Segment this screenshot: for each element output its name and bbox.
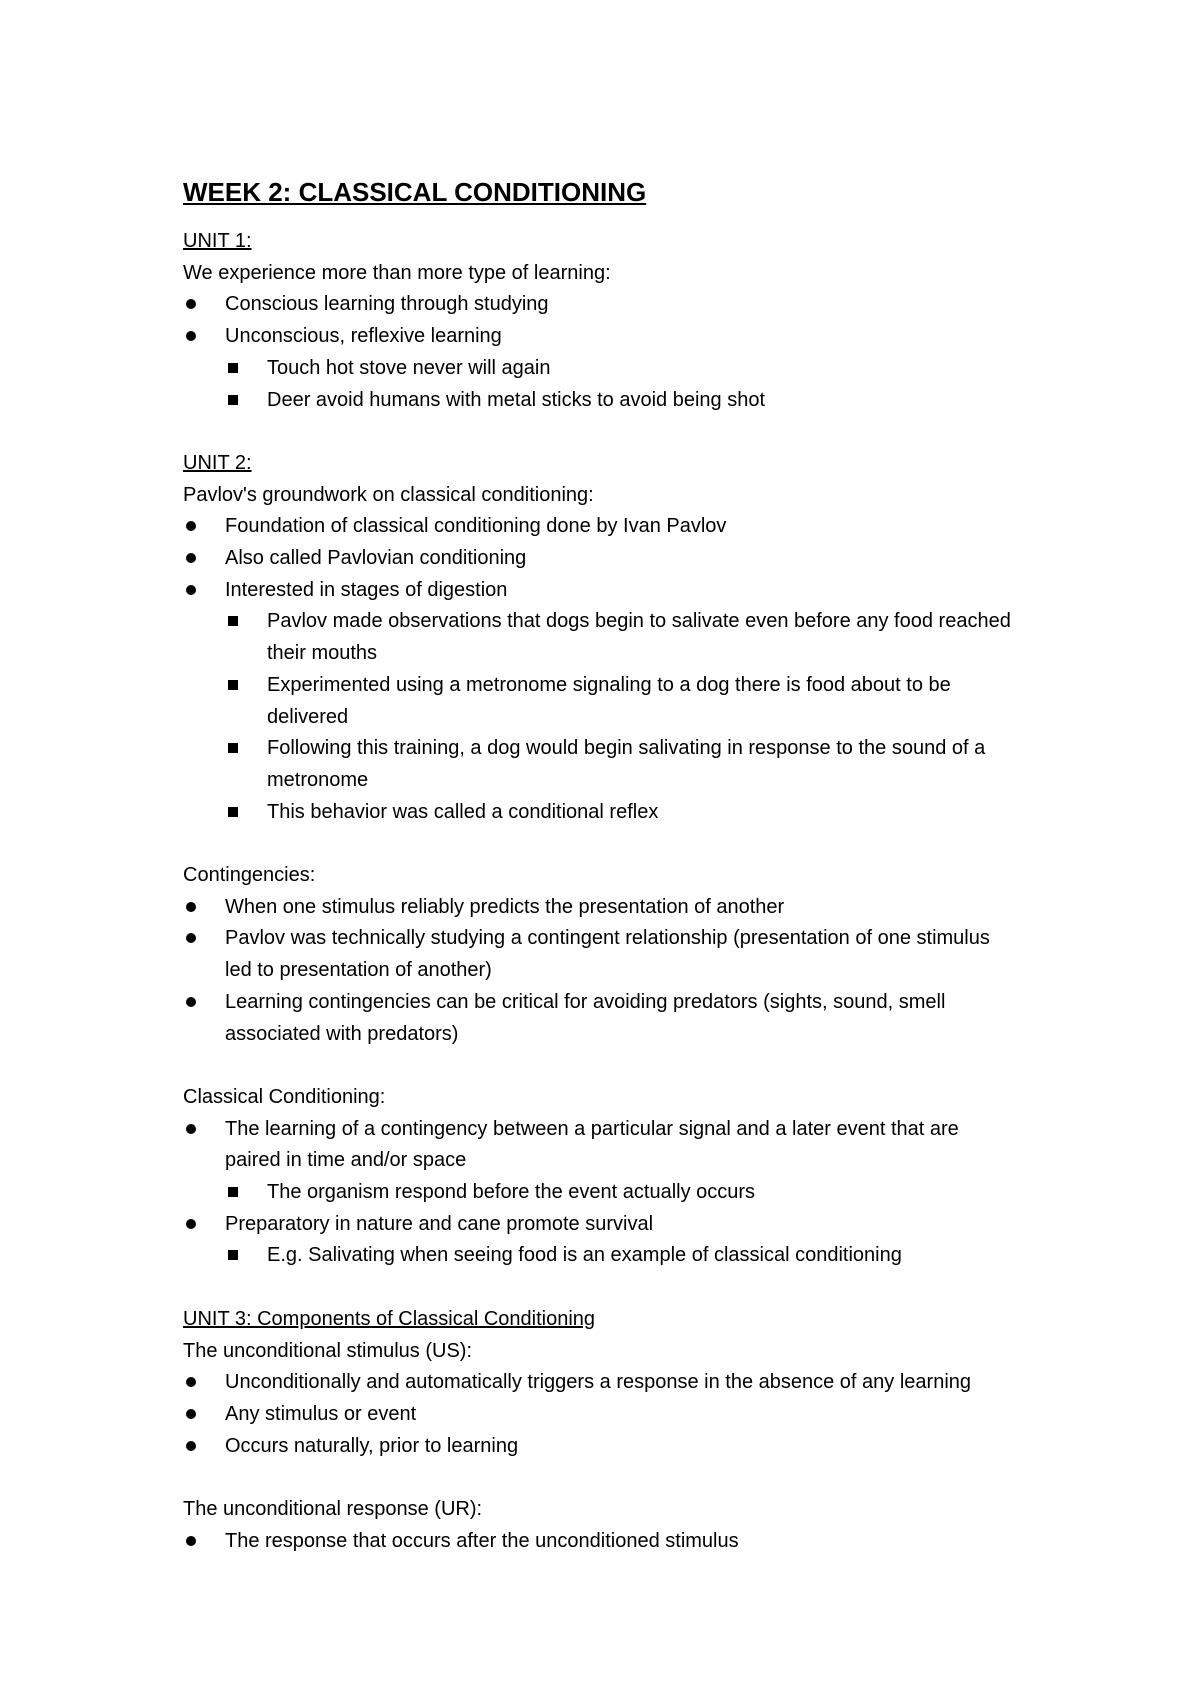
list-item: Preparatory in nature and cane promote survival (183, 1209, 1043, 1241)
bullet-square-icon (228, 743, 238, 753)
unit-3-heading: UNIT 3: Components of Classical Conditioning (183, 1307, 596, 1330)
spacer (183, 1462, 1043, 1494)
list-item: The learning of a contingency between a particular signal and a later event that are (183, 1114, 1043, 1146)
unit-1-heading: UNIT 1: (183, 230, 252, 252)
bullet-dot-icon (186, 1409, 196, 1419)
bullet-dot-icon (186, 1536, 196, 1546)
bullet-dot-icon (186, 553, 196, 563)
list-subitem: Experimented using a metronome signaling to a dog there is food about to be (183, 670, 1043, 702)
bullet-dot-icon (186, 902, 196, 912)
unit-1-intro: We experience more than more type of learning: (183, 261, 611, 284)
list-item: Unconscious, reflexive learning (183, 321, 1043, 353)
list-item: Any stimulus or event (183, 1399, 1043, 1431)
unit-2-intro: Pavlov's groundwork on classical conditioning: (183, 483, 594, 506)
list-item: When one stimulus reliably predicts the presentation of another (183, 892, 1043, 924)
list-item: Pavlov was technically studying a contingent relationship (presentation of one stimulus (183, 923, 1043, 955)
list-subitem: E.g. Salivating when seeing food is an example of classical conditioning (183, 1240, 1043, 1272)
ur-label: The unconditional response (UR): (183, 1498, 483, 1521)
contingencies-label: Contingencies: (183, 864, 316, 887)
bullet-dot-icon (186, 1377, 196, 1387)
list-subitem: Deer avoid humans with metal sticks to avoid being shot (183, 385, 1043, 417)
spacer (183, 1272, 1043, 1304)
spacer (183, 1050, 1043, 1082)
list-item: Unconditionally and automatically triggers a response in the absence of any learning (183, 1367, 1043, 1399)
list-item: Conscious learning through studying (183, 289, 1043, 321)
bullet-dot-icon (186, 1441, 196, 1451)
bullet-dot-icon (186, 933, 196, 943)
bullet-dot-icon (186, 585, 196, 595)
list-subitem-continuation: metronome (267, 768, 369, 791)
list-subitem: This behavior was called a conditional reflex (183, 797, 1043, 829)
document-page (183, 172, 1043, 1557)
list-item: The response that occurs after the unconditioned stimulus (183, 1526, 1043, 1558)
bullet-square-icon (228, 363, 238, 373)
us-label: The unconditional stimulus (US): (183, 1339, 473, 1362)
bullet-square-icon (228, 616, 238, 626)
bullet-square-icon (228, 680, 238, 690)
bullet-dot-icon (186, 1219, 196, 1229)
list-subitem: Pavlov made observations that dogs begin to salivate even before any food reached (183, 606, 1043, 638)
list-item: Learning contingencies can be critical for avoiding predators (sights, sound, smell (183, 987, 1043, 1019)
bullet-square-icon (228, 1250, 238, 1260)
bullet-dot-icon (186, 299, 196, 309)
list-item-continuation: led to presentation of another) (225, 959, 492, 982)
bullet-square-icon (228, 1187, 238, 1197)
spacer (183, 416, 1043, 448)
list-subitem-continuation: delivered (267, 705, 349, 728)
list-item-continuation: paired in time and/or space (225, 1149, 467, 1172)
list-subitem: Touch hot stove never will again (183, 353, 1043, 385)
list-subitem: Following this training, a dog would begin salivating in response to the sound of a (183, 733, 1043, 765)
bullet-dot-icon (186, 331, 196, 341)
bullet-dot-icon (186, 521, 196, 531)
spacer (183, 828, 1043, 860)
bullet-dot-icon (186, 997, 196, 1007)
list-item: Occurs naturally, prior to learning (183, 1431, 1043, 1463)
list-item: Also called Pavlovian conditioning (183, 543, 1043, 575)
classical-conditioning-label: Classical Conditioning: (183, 1085, 386, 1108)
list-subitem-continuation: their mouths (267, 642, 378, 665)
list-item-continuation: associated with predators) (225, 1022, 459, 1045)
bullet-square-icon (228, 395, 238, 405)
list-subitem: The organism respond before the event actually occurs (183, 1177, 1043, 1209)
unit-2-heading: UNIT 2: (183, 451, 252, 474)
list-item: Interested in stages of digestion (183, 575, 1043, 607)
bullet-dot-icon (186, 1124, 196, 1134)
list-item: Foundation of classical conditioning done by Ivan Pavlov (183, 511, 1043, 543)
bullet-square-icon (228, 807, 238, 817)
document-title: WEEK 2: CLASSICAL CONDITIONING (183, 177, 647, 207)
